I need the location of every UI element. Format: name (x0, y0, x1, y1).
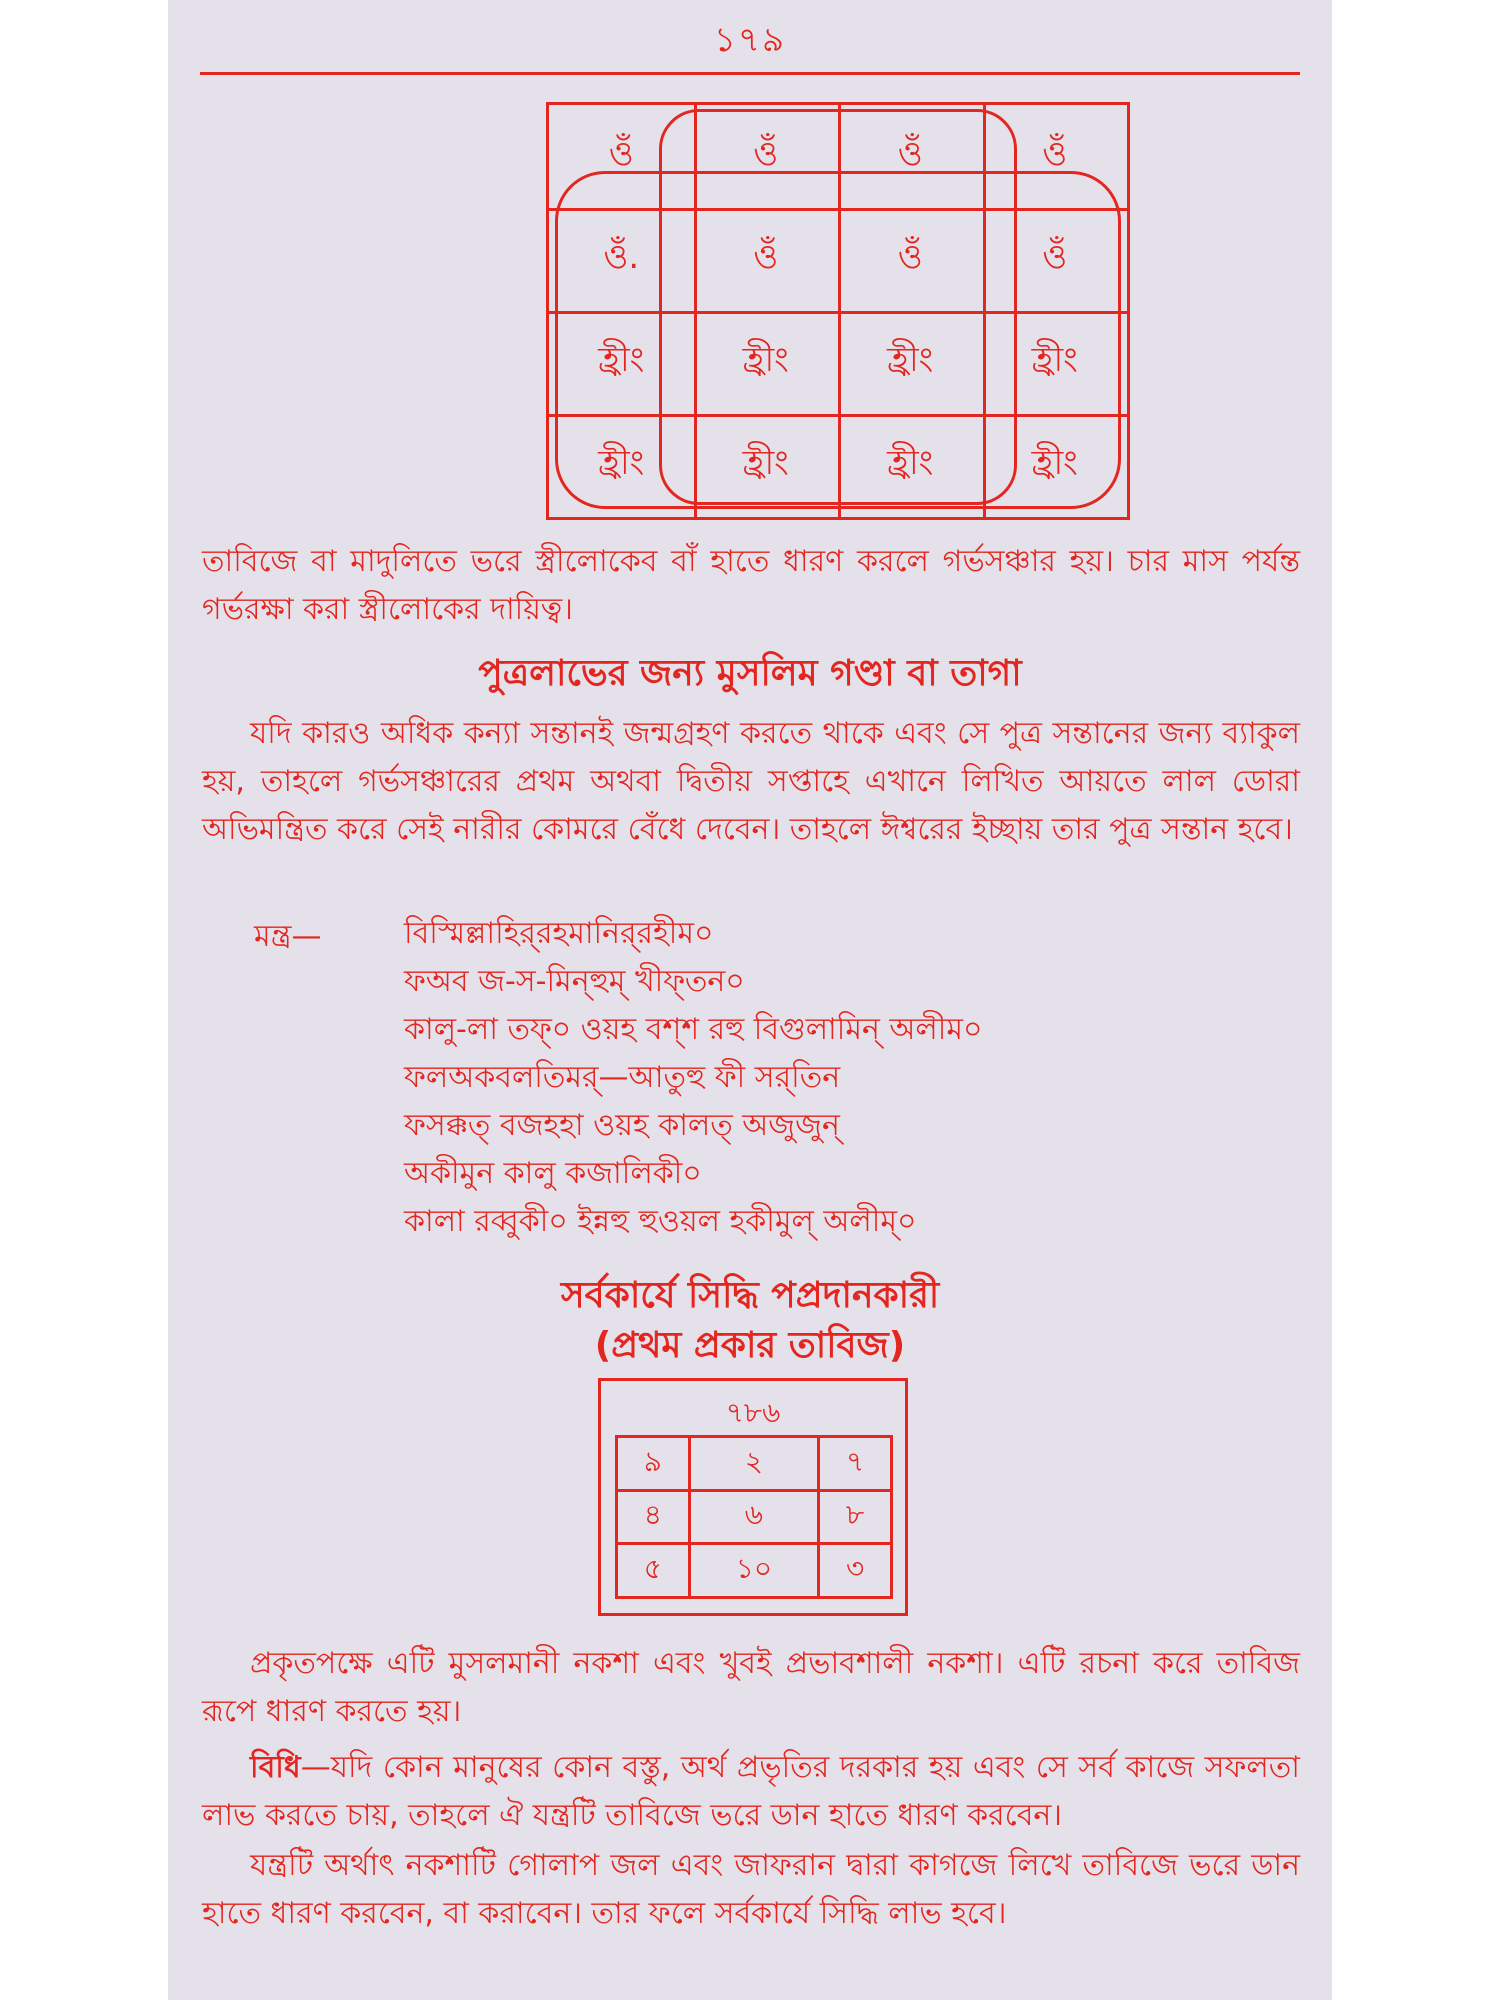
vidhi-text: —যদি কোন মানুষের কোন বস্তু, অর্থ প্রভৃতির দরকার হয় এবং সে সর্ব কাজে সফলতা লাভ করতে চায়, তাহলে ঐ যন্ত্রটি তাবিজে ভরে ডান হাতে ধারণ করবেন। (202, 1750, 1300, 1833)
mantra-line: ফঅব জ-স-মিন্‌হুম্ খীফ্‌তন০ (404, 964, 745, 999)
yantra-grid-4x4 (546, 102, 1130, 520)
table-row (617, 1544, 892, 1598)
vidhi-label: বিধি (250, 1750, 301, 1785)
mantra-line: অকীমুন কালু কজালিকী০ (404, 1156, 702, 1191)
section-subheading-2: (প্রথম প্রকার তাবিজ) (594, 1325, 906, 1366)
grid-cell: ওঁ (1042, 237, 1068, 277)
book-page (168, 0, 1332, 2000)
mantra-line: ফসক্কত্ বজহহা ওয়হ কালত্ অজুজুন্ (404, 1108, 840, 1143)
mantra-line: ফলঅকবলতিমর্—আতুহু ফী সর্‌তিন (404, 1060, 841, 1095)
grid-cell: হ্রীং (742, 340, 789, 380)
grid-cell: ওঁ (897, 134, 923, 174)
grid-cell: ওঁ (608, 134, 634, 174)
paragraph-3: প্রকৃতপক্ষে এটি মুসলমানী নকশা এবং খুবই প্রভাবশালী নকশা। এটি রচনা করে তাবিজ রূপে ধারণ করতে হয়। (202, 1646, 1300, 1729)
table-cell: ৫ (617, 1544, 690, 1598)
table-cell: ৮ (819, 1490, 892, 1544)
page-number: ১৭৯ (713, 20, 787, 60)
mantra-label: মন্ত্র— (254, 919, 322, 954)
mantra-line: কালা রব্বুকী০ ইন্নহু হুওয়ল হকীমুল্ অলীম্০ (404, 1204, 917, 1239)
grid-cell: হ্রীং (598, 340, 645, 380)
paragraph-1: তাবিজে বা মাদুলিতে ভরে স্ত্রীলোকেব বাঁ হাতে ধারণ করলে গর্ভসঞ্চার হয়। চার মাস পর্যন্ত গর্ভরক্ষা করা স্ত্রীলোকের দায়িত্ব। (202, 544, 1300, 627)
yantra-top-number: ৭৮৬ (725, 1396, 781, 1429)
grid-cell: হ্রীং (887, 443, 934, 483)
grid-cell: ওঁ (1042, 134, 1068, 174)
table-row (617, 1437, 892, 1491)
paragraph-4 (202, 1744, 1300, 1840)
grid-cell: ওঁ. (603, 237, 640, 277)
grid-cell: ওঁ (753, 134, 779, 174)
paragraph-5: যন্ত্রটি অর্থাৎ নকশাটি গোলাপ জল এবং জাফরান দ্বারা কাগজে লিখে তাবিজে ভরে ডান হাতে ধারণ করবেন, বা করাবেন। তার ফলে সর্বকার্যে সিদ্ধি লাভ হবে। (202, 1848, 1300, 1931)
section-heading-2: সর্বকার্যে সিদ্ধি পপ্রদানকারী (560, 1275, 940, 1316)
grid-cell: ওঁ (753, 237, 779, 277)
section-heading-1: পুত্রলাভের জন্য মুসলিম গণ্ডা বা তাগা (478, 653, 1022, 694)
grid-cell: হ্রীং (742, 443, 789, 483)
table-cell: ৪ (617, 1490, 690, 1544)
paragraph-2: যদি কারও অধিক কন্যা সন্তানই জন্মগ্রহণ করতে থাকে এবং সে পুত্র সন্তানের জন্য ব্যাকুল হয়, তাহলে গর্ভসঞ্চারের প্রথম অথবা দ্বিতীয় সপ্তাহে এখানে লিখিত আয়তে লাল ডোরা অভিমন্ত্রিত করে সেই নারীর কোমরে বেঁধে দেবেন। তাহলে ঈশ্বরের ইচ্ছায় তার পুত্র সন্তান হবে। (202, 716, 1300, 847)
table-cell: ৭ (819, 1437, 892, 1491)
header-rule (200, 72, 1300, 75)
mantra-line: কালু-লা তফ্‌০ ওয়হ বশ্‌শ রহু বিগুলামিন্ অলীম০ (404, 1012, 983, 1047)
table-cell: ২ (689, 1437, 819, 1491)
table-cell: ৯ (617, 1437, 690, 1491)
number-table (615, 1435, 893, 1599)
mantra-lines (404, 910, 983, 1246)
table-row (617, 1490, 892, 1544)
table-cell: ৬ (689, 1490, 819, 1544)
grid-cell: ওঁ (897, 237, 923, 277)
mantra-line: বিস্মিল্লাহির্‌রহমানির্‌রহীম০ (404, 916, 714, 951)
table-cell: ১০ (689, 1544, 819, 1598)
grid-cell: হ্রীং (1031, 340, 1078, 380)
table-cell: ৩ (819, 1544, 892, 1598)
yantra-grid-3x3 (598, 1378, 908, 1616)
grid-cell: হ্রীং (1031, 443, 1078, 483)
horizontal-loop (555, 171, 1121, 509)
grid-cell: হ্রীং (598, 443, 645, 483)
grid-cell: হ্রীং (887, 340, 934, 380)
